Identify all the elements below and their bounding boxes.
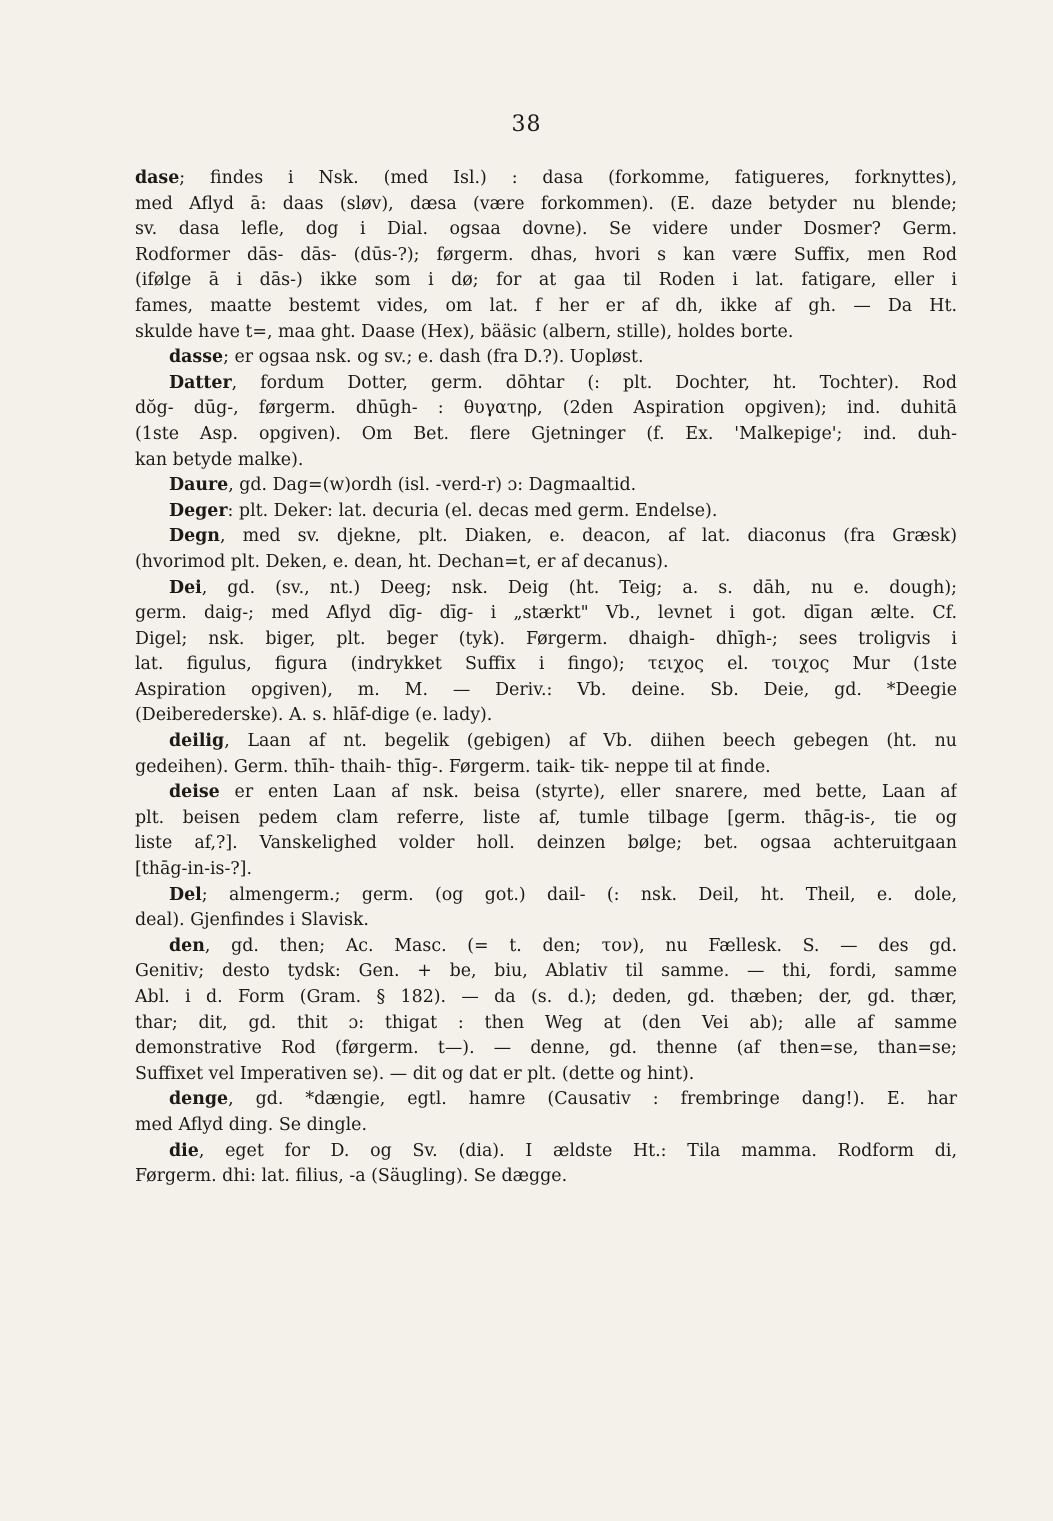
entry-line: liste af,?]. Vanskelighed volder holl. deinzen bølge; bet. ogsaa achteruitgaan <box>135 833 957 854</box>
entry-line: den, gd. then; Ac. Masc. (= t. den; τον), nu Fællesk. S. — des gd. <box>169 935 957 956</box>
headword: Datter <box>169 372 232 393</box>
entry-line: denge, gd. *dængie, egtl. hamre (Causativ : frembringe dang!). E. har <box>169 1089 957 1110</box>
entry-line: Del; almengerm.; germ. (og got.) dail- (: nsk. Deil, ht. Theil, e. dole, <box>169 884 957 905</box>
dictionary-entry <box>135 371 957 473</box>
entry-line: (ifølge ā i dās-) ikke som i dø; for at gaa til Roden i lat. fatigare, eller i <box>135 270 957 291</box>
entry-line: lat. figulus, figura (indrykket Suffix i fingo); τειχος el. τοιχος Mur (1ste <box>135 654 957 675</box>
entry-line: med Aflyd ding. Se dingle. <box>135 1114 368 1135</box>
entry-line: Degn, med sv. djekne, plt. Diaken, e. deacon, af lat. diaconus (fra Græsk) <box>169 526 957 547</box>
headword: Deger <box>169 500 228 521</box>
headword: dase <box>135 168 180 188</box>
entry-line: dase; findes i Nsk. (med Isl.) : dasa (forkomme, fatigueres, forknyttes), <box>135 168 957 188</box>
entry-line: die, eget for D. og Sv. (dia). I ældste Ht.: Tila mamma. Rodform di, <box>169 1140 957 1161</box>
page-number: 38 <box>511 112 542 137</box>
headword: dasse <box>169 347 224 368</box>
dictionary-entry <box>135 1139 957 1190</box>
entry-line: (1ste Asp. opgiven). Om Bet. flere Gjetninger (f. Ex. 'Malkepige'; ind. duh- <box>135 423 957 444</box>
entry-line: demonstrative Rod (førgerm. t—). — denne, gd. thenne (af then=se, than=se; <box>135 1038 957 1059</box>
entry-line: germ. daig-; med Aflyd dīg- dīg- i „stærkt" Vb., levnet i got. dīgan ælte. Cf. <box>135 603 957 624</box>
entry-line: Digel; nsk. biger, plt. beger (tyk). Førgerm. dhaigh- dhīgh-; sees troligvis i <box>135 628 957 649</box>
entry-line: sv. dasa lefle, dog i Dial. ogsaa dovne). Se videre under Dosmer? Germ. <box>135 219 957 240</box>
entry-line: Deger: plt. Deker: lat. decuria (el. decas med germ. Endelse). <box>169 500 718 521</box>
entry-line: deal). Gjenfindes i Slavisk. <box>135 910 369 931</box>
dictionary-entry <box>135 524 957 575</box>
headword: deise <box>169 782 220 803</box>
dictionary-entry <box>135 883 957 934</box>
headword: Daure <box>169 475 229 496</box>
entry-line: Dei, gd. (sv., nt.) Deeg; nsk. Deig (ht. Teig; a. s. dāh, nu e. dough); <box>169 577 957 598</box>
entry-line: (Deiberederske). A. s. hlāf-dige (e. lady). <box>135 705 493 726</box>
dictionary-entry <box>135 934 957 1088</box>
dictionary-entry <box>135 1087 957 1138</box>
entry-line: (hvorimod plt. Deken, e. dean, ht. Dechan=t, er af decanus). <box>135 551 669 572</box>
entry-line: deilig, Laan af nt. begelik (gebigen) af Vb. diihen beech gebegen (ht. nu <box>169 731 957 752</box>
headword: Dei <box>169 577 202 598</box>
headword: Degn <box>169 526 220 547</box>
entry-line: Aspiration opgiven), m. M. — Deriv.: Vb. deine. Sb. Deie, gd. *Deegie <box>135 679 957 700</box>
entry-line: Daure, gd. Dag=(w)ordh (isl. -verd-r) ɔ: Dagmaaltid. <box>169 475 637 496</box>
headword: Del <box>169 884 202 905</box>
entry-line: dŏg- dūg-, førgerm. dhūgh- : θυγατηρ, (2den Aspiration opgiven); ind. duhitā <box>135 398 957 419</box>
entry-line: Førgerm. dhi: lat. filius, -a (Säugling). Se dægge. <box>135 1166 568 1187</box>
dictionary-entry <box>135 166 957 345</box>
entry-line: Suffixet vel Imperativen se). — dit og dat er plt. (dette og hint). <box>135 1063 695 1084</box>
entry-line: skulde have t=, maa ght. Daase (Hex), bääsic (albern, stille), holdes borte. <box>135 321 794 342</box>
entry-line: kan betyde malke). <box>135 449 304 470</box>
dictionary-entry <box>135 345 957 371</box>
entry-line: [thāg-in-is-?]. <box>135 859 252 880</box>
entry-line: plt. beisen pedem clam referre, liste af, tumle tilbage [germ. thāg-is-, tie og <box>135 807 957 828</box>
entry-line: deise er enten Laan af nsk. beisa (styrte), eller snarere, med bette, Laan af <box>169 782 957 803</box>
entry-line: gedeihen). Germ. thīh- thaih- thīg-. Førgerm. taik- tik- neppe til at finde. <box>135 756 771 777</box>
body-text <box>135 166 957 1190</box>
headword: den <box>169 935 205 956</box>
entry-line: Datter, fordum Dotter, germ. dōhtar (: plt. Dochter, ht. Tochter). Rod <box>169 372 957 393</box>
headword: die <box>169 1140 199 1161</box>
dictionary-entry <box>135 473 957 499</box>
entry-line: Genitiv; desto tydsk: Gen. + be, biu, Ablativ til samme. — thi, fordi, samme <box>135 961 957 982</box>
headword: denge <box>169 1089 229 1110</box>
entry-line: thar; dit, gd. thit ɔ: thigat : then Weg at (den Vei ab); alle af samme <box>135 1012 957 1033</box>
headword: deilig <box>169 731 225 752</box>
dictionary-entry <box>135 576 957 730</box>
dictionary-entry <box>135 729 957 780</box>
entry-line: Abl. i d. Form (Gram. § 182). — da (s. d.); deden, gd. thæben; der, gd. thær, <box>135 987 957 1007</box>
entry-line: fames, maatte bestemt vides, om lat. f her er af dh, ikke af gh. — Da Ht. <box>135 295 957 316</box>
dictionary-entry <box>135 780 957 882</box>
entry-line: Rodformer dās- dās- (dūs-?); førgerm. dhas, hvori s kan være Suffix, men Rod <box>135 244 957 265</box>
entry-line: med Aflyd ā: daas (sløv), dæsa (være forkommen). (E. daze betyder nu blende; <box>135 193 957 214</box>
entry-line: dasse; er ogsaa nsk. og sv.; e. dash (fra D.?). Uopløst. <box>169 347 644 368</box>
dictionary-entry <box>135 499 957 525</box>
